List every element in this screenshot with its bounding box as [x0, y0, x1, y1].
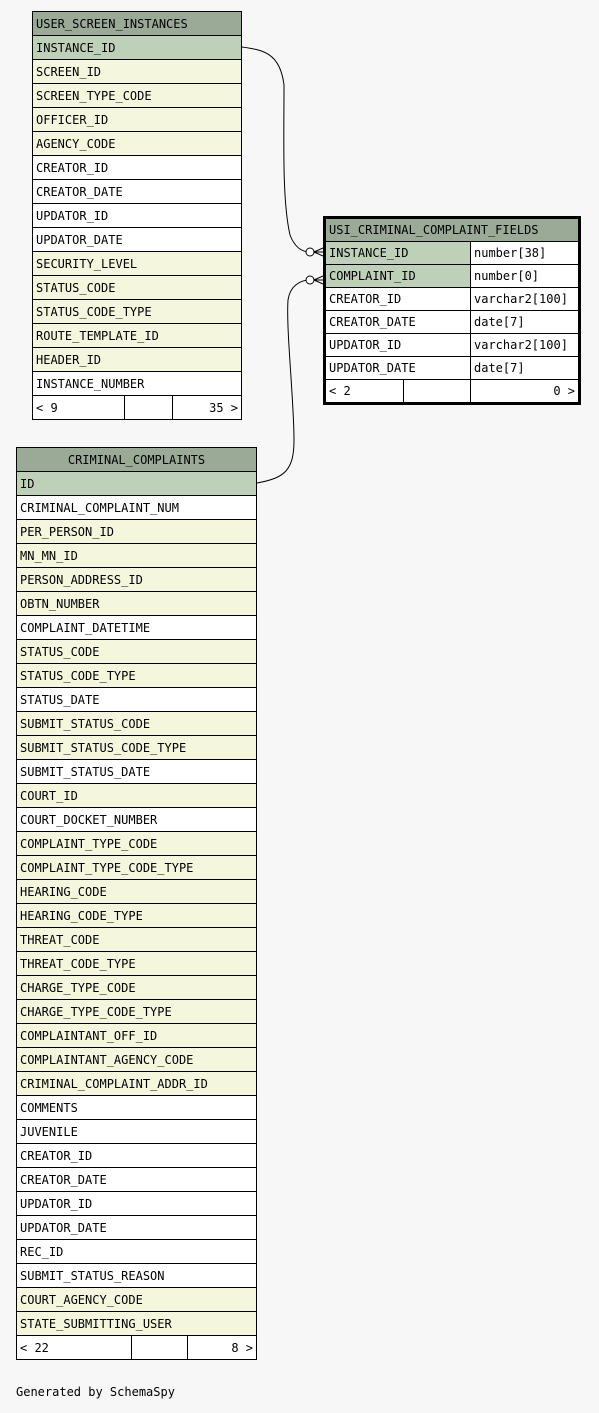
column-type: number[38] — [471, 242, 580, 265]
column-name: CREATOR_DATE — [33, 180, 242, 204]
column-row[interactable] — [17, 1120, 257, 1144]
criminal-complaints-table — [16, 447, 257, 1360]
crowfoot-line-2c — [314, 280, 323, 284]
column-name: COURT_AGENCY_CODE — [17, 1288, 257, 1312]
column-row[interactable] — [17, 1000, 257, 1024]
column-name: SUBMIT_STATUS_CODE — [17, 712, 257, 736]
column-row[interactable] — [17, 952, 257, 976]
column-row[interactable] — [33, 276, 242, 300]
column-row[interactable] — [17, 1144, 257, 1168]
column-type: number[0] — [471, 265, 580, 288]
usi-criminal-complaint-fields-table — [323, 216, 581, 405]
column-name: OFFICER_ID — [33, 108, 242, 132]
generated-by-note: Generated by SchemaSpy — [16, 1385, 175, 1399]
column-name: CRIMINAL_COMPLAINT_ADDR_ID — [17, 1072, 257, 1096]
column-row[interactable] — [17, 664, 257, 688]
column-name: COMPLAINT_DATETIME — [17, 616, 257, 640]
child-count[interactable]: 0 > — [471, 380, 580, 404]
column-row[interactable] — [33, 228, 242, 252]
column-name: CHARGE_TYPE_CODE — [17, 976, 257, 1000]
column-name: SCREEN_ID — [33, 60, 242, 84]
column-name: STATUS_CODE_TYPE — [17, 664, 257, 688]
column-row[interactable] — [17, 808, 257, 832]
column-name: COURT_ID — [17, 784, 257, 808]
column-name: CREATOR_ID — [325, 288, 471, 311]
column-name: STATUS_DATE — [17, 688, 257, 712]
column-name: COMMENTS — [17, 1096, 257, 1120]
column-row[interactable] — [33, 348, 242, 372]
column-name: CHARGE_TYPE_CODE_TYPE — [17, 1000, 257, 1024]
column-row[interactable] — [33, 132, 242, 156]
column-row[interactable] — [33, 324, 242, 348]
column-name: SUBMIT_STATUS_REASON — [17, 1264, 257, 1288]
table-title[interactable]: CRIMINAL_COMPLAINTS — [17, 448, 257, 472]
column-row[interactable] — [17, 616, 257, 640]
column-name: STATUS_CODE_TYPE — [33, 300, 242, 324]
column-row[interactable] — [17, 976, 257, 1000]
child-count[interactable]: 8 > — [188, 1336, 257, 1360]
column-row[interactable] — [325, 288, 580, 311]
child-count[interactable]: 35 > — [173, 396, 242, 420]
column-name: CRIMINAL_COMPLAINT_NUM — [17, 496, 257, 520]
parent-count[interactable]: < 22 — [17, 1336, 132, 1360]
footer-spacer — [125, 396, 173, 420]
column-row[interactable] — [17, 520, 257, 544]
column-name: COMPLAINTANT_AGENCY_CODE — [17, 1048, 257, 1072]
column-name: ID — [17, 472, 257, 496]
column-row[interactable] — [17, 1288, 257, 1312]
column-row[interactable] — [17, 760, 257, 784]
column-row[interactable] — [17, 784, 257, 808]
column-row[interactable] — [33, 204, 242, 228]
column-name: COMPLAINT_TYPE_CODE — [17, 832, 257, 856]
column-row[interactable] — [17, 1096, 257, 1120]
crowfoot-line-2a — [314, 276, 323, 280]
column-name: JUVENILE — [17, 1120, 257, 1144]
column-name: COMPLAINT_TYPE_CODE_TYPE — [17, 856, 257, 880]
column-name: UPDATOR_ID — [325, 334, 471, 357]
column-row[interactable] — [33, 180, 242, 204]
table-title[interactable]: USER_SCREEN_INSTANCES — [33, 12, 242, 36]
column-name: SCREEN_TYPE_CODE — [33, 84, 242, 108]
column-name: AGENCY_CODE — [33, 132, 242, 156]
column-row[interactable] — [17, 1216, 257, 1240]
column-name: CREATOR_ID — [33, 156, 242, 180]
link-instance-id — [242, 47, 310, 252]
column-row[interactable] — [17, 736, 257, 760]
column-name: SUBMIT_STATUS_DATE — [17, 760, 257, 784]
column-row[interactable] — [17, 856, 257, 880]
column-type: varchar2[100] — [471, 288, 580, 311]
column-type: date[7] — [471, 357, 580, 380]
column-row[interactable] — [325, 242, 580, 265]
column-name: ROUTE_TEMPLATE_ID — [33, 324, 242, 348]
column-row[interactable] — [17, 568, 257, 592]
column-name: UPDATOR_ID — [17, 1192, 257, 1216]
column-name: UPDATOR_ID — [33, 204, 242, 228]
column-name: MN_MN_ID — [17, 544, 257, 568]
column-row[interactable] — [33, 36, 242, 60]
column-name: THREAT_CODE_TYPE — [17, 952, 257, 976]
column-row[interactable] — [33, 84, 242, 108]
column-name: UPDATOR_DATE — [33, 228, 242, 252]
column-row[interactable] — [17, 1192, 257, 1216]
column-name: PER_PERSON_ID — [17, 520, 257, 544]
table-footer — [33, 396, 242, 420]
column-row[interactable] — [17, 1048, 257, 1072]
column-row[interactable] — [17, 640, 257, 664]
column-name: SUBMIT_STATUS_CODE_TYPE — [17, 736, 257, 760]
column-row[interactable] — [17, 1312, 257, 1336]
column-row[interactable] — [17, 592, 257, 616]
parent-count[interactable]: < 9 — [33, 396, 125, 420]
column-name: STATUS_CODE — [17, 640, 257, 664]
column-row[interactable] — [33, 60, 242, 84]
column-row[interactable] — [33, 108, 242, 132]
column-name: STATUS_CODE — [33, 276, 242, 300]
column-name: HEARING_CODE_TYPE — [17, 904, 257, 928]
column-name: REC_ID — [17, 1240, 257, 1264]
table-footer — [325, 380, 580, 404]
column-row[interactable] — [325, 357, 580, 380]
user-screen-instances-table — [32, 11, 242, 420]
column-name: CREATOR_ID — [17, 1144, 257, 1168]
column-type: date[7] — [471, 311, 580, 334]
column-row[interactable] — [17, 928, 257, 952]
column-row[interactable] — [17, 496, 257, 520]
column-name: UPDATOR_DATE — [325, 357, 471, 380]
column-row[interactable] — [17, 1024, 257, 1048]
column-row[interactable] — [325, 334, 580, 357]
column-name: UPDATOR_DATE — [17, 1216, 257, 1240]
column-row[interactable] — [17, 712, 257, 736]
footer-spacer — [404, 380, 471, 404]
crowfoot-line-1a — [314, 248, 323, 252]
parent-count[interactable]: < 2 — [325, 380, 404, 404]
column-name: HEADER_ID — [33, 348, 242, 372]
column-row[interactable] — [17, 1168, 257, 1192]
column-name: COURT_DOCKET_NUMBER — [17, 808, 257, 832]
column-row[interactable] — [17, 544, 257, 568]
column-name: OBTN_NUMBER — [17, 592, 257, 616]
column-row[interactable] — [33, 156, 242, 180]
column-name: STATE_SUBMITTING_USER — [17, 1312, 257, 1336]
column-name: PERSON_ADDRESS_ID — [17, 568, 257, 592]
column-name: CREATOR_DATE — [325, 311, 471, 334]
footer-spacer — [132, 1336, 188, 1360]
column-name: CREATOR_DATE — [17, 1168, 257, 1192]
link-complaint-id-circle — [306, 276, 314, 284]
column-type: varchar2[100] — [471, 334, 580, 357]
column-row[interactable] — [325, 311, 580, 334]
column-row[interactable] — [17, 472, 257, 496]
column-row[interactable] — [33, 252, 242, 276]
column-row[interactable] — [17, 688, 257, 712]
table-footer — [17, 1336, 257, 1360]
column-row[interactable] — [17, 1072, 257, 1096]
column-row[interactable] — [17, 832, 257, 856]
column-row[interactable] — [33, 300, 242, 324]
crowfoot-line-1c — [314, 252, 323, 256]
column-row[interactable] — [325, 265, 580, 288]
column-row[interactable] — [17, 1264, 257, 1288]
column-name: SECURITY_LEVEL — [33, 252, 242, 276]
column-name: INSTANCE_NUMBER — [33, 372, 242, 396]
column-row[interactable] — [33, 372, 242, 396]
link-instance-id-circle — [306, 248, 314, 256]
column-row[interactable] — [17, 904, 257, 928]
column-name: THREAT_CODE — [17, 928, 257, 952]
column-name: HEARING_CODE — [17, 880, 257, 904]
column-row[interactable] — [17, 880, 257, 904]
table-title[interactable]: USI_CRIMINAL_COMPLAINT_FIELDS — [325, 218, 580, 242]
link-complaint-id — [257, 280, 310, 483]
column-name: COMPLAINTANT_OFF_ID — [17, 1024, 257, 1048]
column-name: INSTANCE_ID — [33, 36, 242, 60]
column-name: INSTANCE_ID — [325, 242, 471, 265]
column-row[interactable] — [17, 1240, 257, 1264]
column-name: COMPLAINT_ID — [325, 265, 471, 288]
